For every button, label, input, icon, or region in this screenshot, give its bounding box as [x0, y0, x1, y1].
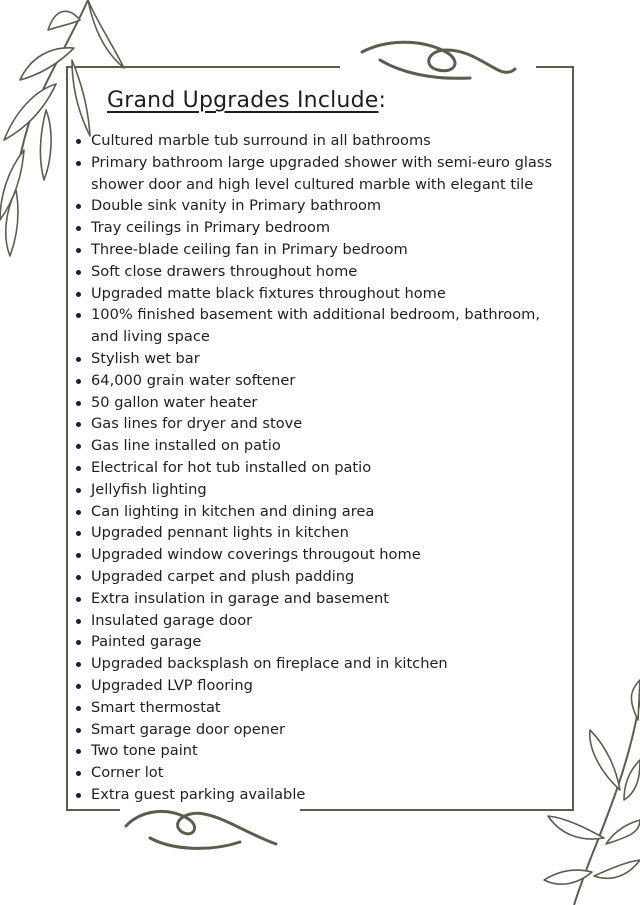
title-text: Grand Upgrades Include	[107, 88, 379, 113]
list-item: Extra guest parking available	[91, 784, 567, 806]
list-item: Soft close drawers throughout home	[91, 261, 567, 283]
list-item: Corner lot	[91, 762, 567, 784]
title-colon: :	[378, 88, 387, 113]
list-item: Electrical for hot tub installed on patio	[91, 457, 567, 479]
list-item: Extra insulation in garage and basement	[91, 588, 567, 610]
list-item: Jellyfish lighting	[91, 479, 567, 501]
list-item: Gas lines for dryer and stove	[91, 413, 567, 435]
list-item: Upgraded carpet and plush padding	[91, 566, 567, 588]
frame-gap-top	[340, 60, 536, 74]
list-item: Smart garage door opener	[91, 719, 567, 741]
list-item: 50 gallon water heater	[91, 392, 567, 414]
list-item: Tray ceilings in Primary bedroom	[91, 217, 567, 239]
upgrades-list	[91, 130, 567, 806]
page-title	[107, 88, 386, 113]
list-item: 64,000 grain water softener	[91, 370, 567, 392]
list-item: Two tone paint	[91, 740, 567, 762]
list-item: Stylish wet bar	[91, 348, 567, 370]
list-item: 100% finished basement with additional bedroom, bathroom, and living space	[91, 304, 567, 348]
frame-gap-bottom	[120, 804, 300, 818]
list-item: Upgraded LVP flooring	[91, 675, 567, 697]
list-item: Double sink vanity in Primary bathroom	[91, 195, 567, 217]
list-item: Primary bathroom large upgraded shower with semi-euro glass shower door and high level cultured marble with elegant tile	[91, 152, 567, 196]
list-item: Can lighting in kitchen and dining area	[91, 501, 567, 523]
list-item: Cultured marble tub surround in all bathrooms	[91, 130, 567, 152]
list-item: Gas line installed on patio	[91, 435, 567, 457]
list-item: Upgraded matte black fixtures throughout home	[91, 283, 567, 305]
list-item: Painted garage	[91, 631, 567, 653]
list-item: Smart thermostat	[91, 697, 567, 719]
list-item: Insulated garage door	[91, 610, 567, 632]
list-item: Upgraded pennant lights in kitchen	[91, 522, 567, 544]
list-item: Three-blade ceiling fan in Primary bedroom	[91, 239, 567, 261]
list-item: Upgraded window coverings througout home	[91, 544, 567, 566]
list-item: Upgraded backsplash on fireplace and in kitchen	[91, 653, 567, 675]
